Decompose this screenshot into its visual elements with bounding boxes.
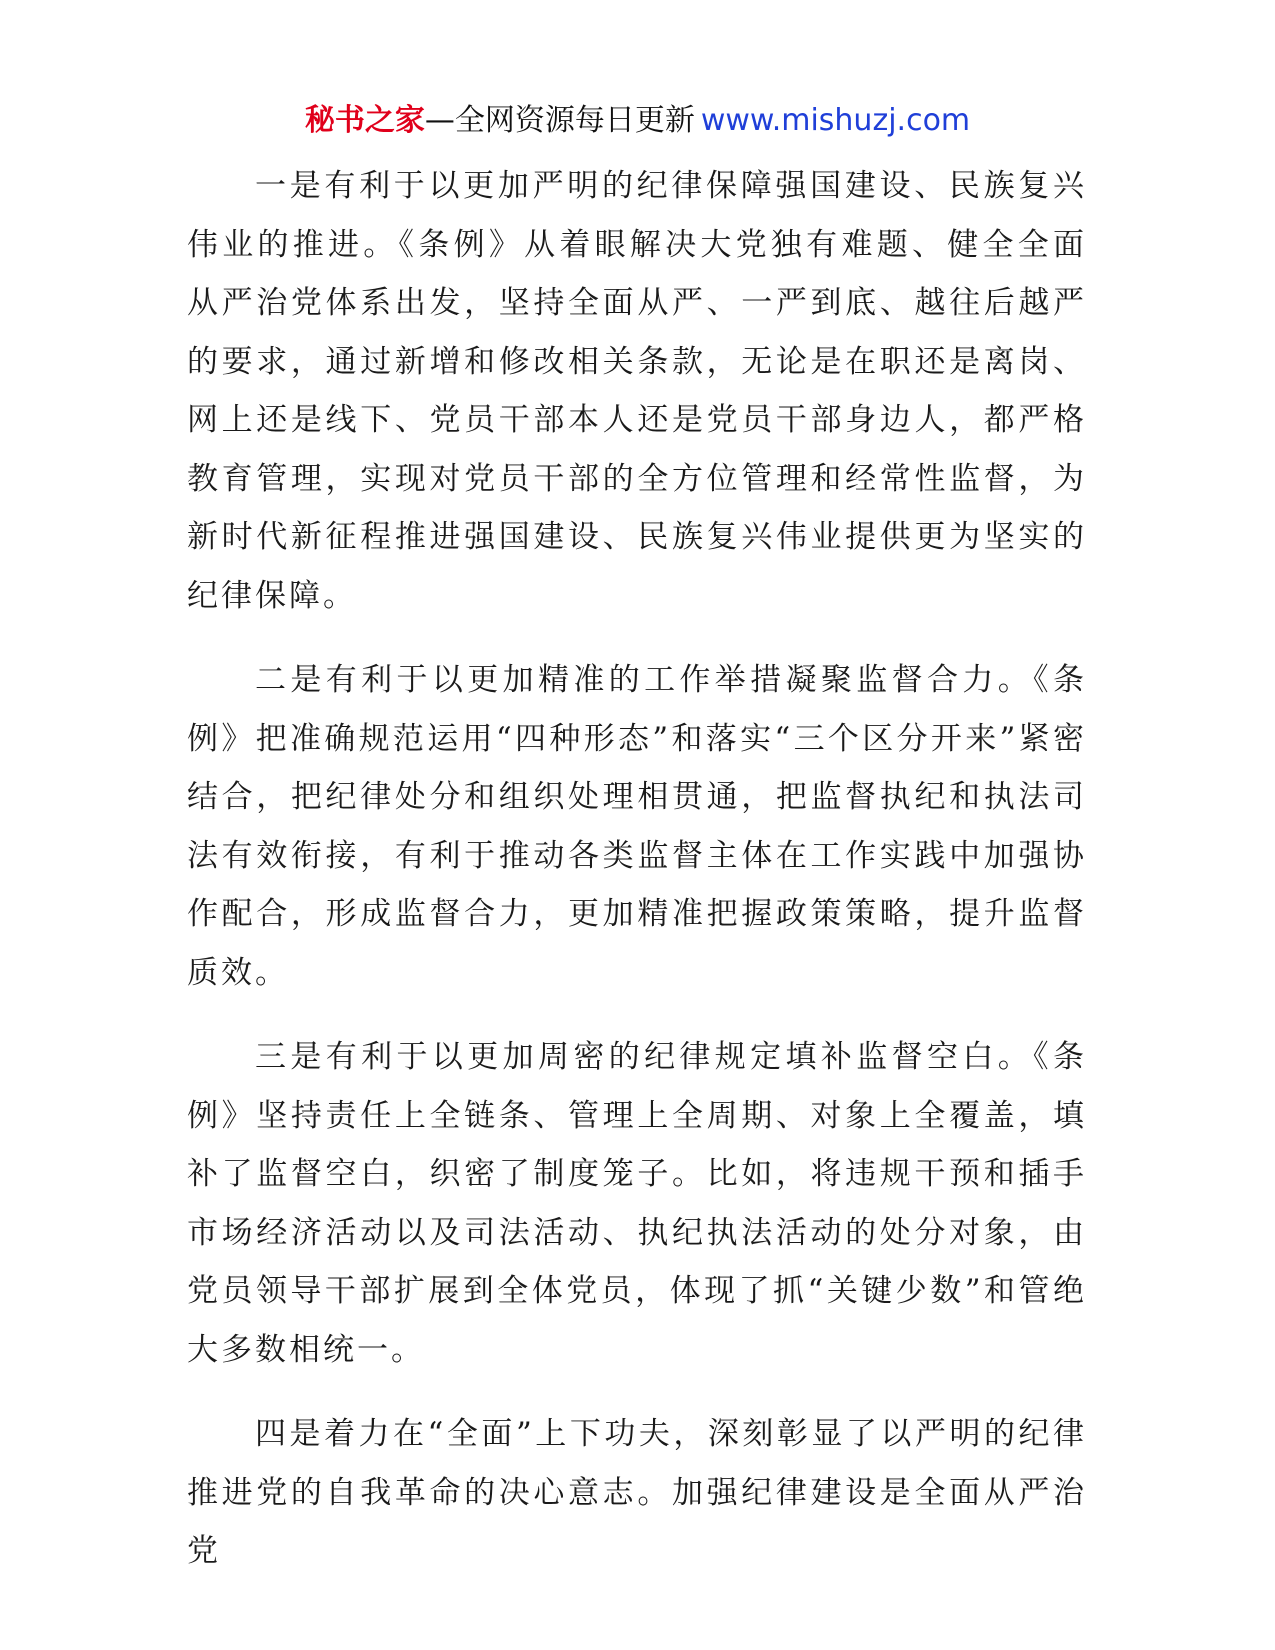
- header-tagline: —全网资源每日更新: [424, 103, 695, 138]
- brand-name: 秘书之家: [304, 103, 425, 138]
- paragraph-3: 三是有利于以更加周密的纪律规定填补监督空白。《条例》坚持责任上全链条、管理上全周期、对象上全覆盖，填补了监督空白，织密了制度笼子。比如，将违规干预和插手市场经济活动以及司法活动、执纪执法活动的处分对象，由党员领导干部扩展到全体党员，体现了抓“关键少数”和管绝大多数相统一。: [187, 1039, 1087, 1368]
- paragraph-2: 二是有利于以更加精准的工作举措凝聚监督合力。《条例》把准确规范运用“四种形态”和落实“三个区分开来”紧密结合，把纪律处分和组织处理相贯通，把监督执纪和执法司法有效衔接，有利于推动各类监督主体在工作实践中加强协作配合，形成监督合力，更加精准把握政策策略，提升监督质效。: [187, 662, 1087, 991]
- header-url-link[interactable]: www.mishuzj.com: [700, 103, 971, 138]
- page-header: [0, 101, 1275, 141]
- document-body: [187, 157, 1087, 1607]
- paragraph-4: 四是着力在“全面”上下功夫，深刻彰显了以严明的纪律推进党的自我革命的决心意志。加强纪律建设是全面从严治党: [187, 1416, 1087, 1569]
- paragraph-1: 一是有利于以更加严明的纪律保障强国建设、民族复兴伟业的推进。《条例》从着眼解决大党独有难题、健全全面从严治党体系出发，坚持全面从严、一严到底、越往后越严的要求，通过新增和修改相关条款，无论是在职还是离岗、网上还是线下、党员干部本人还是党员干部身边人，都严格教育管理，实现对党员干部的全方位管理和经常性监督，为新时代新征程推进强国建设、民族复兴伟业提供更为坚实的纪律保障。: [187, 168, 1087, 614]
